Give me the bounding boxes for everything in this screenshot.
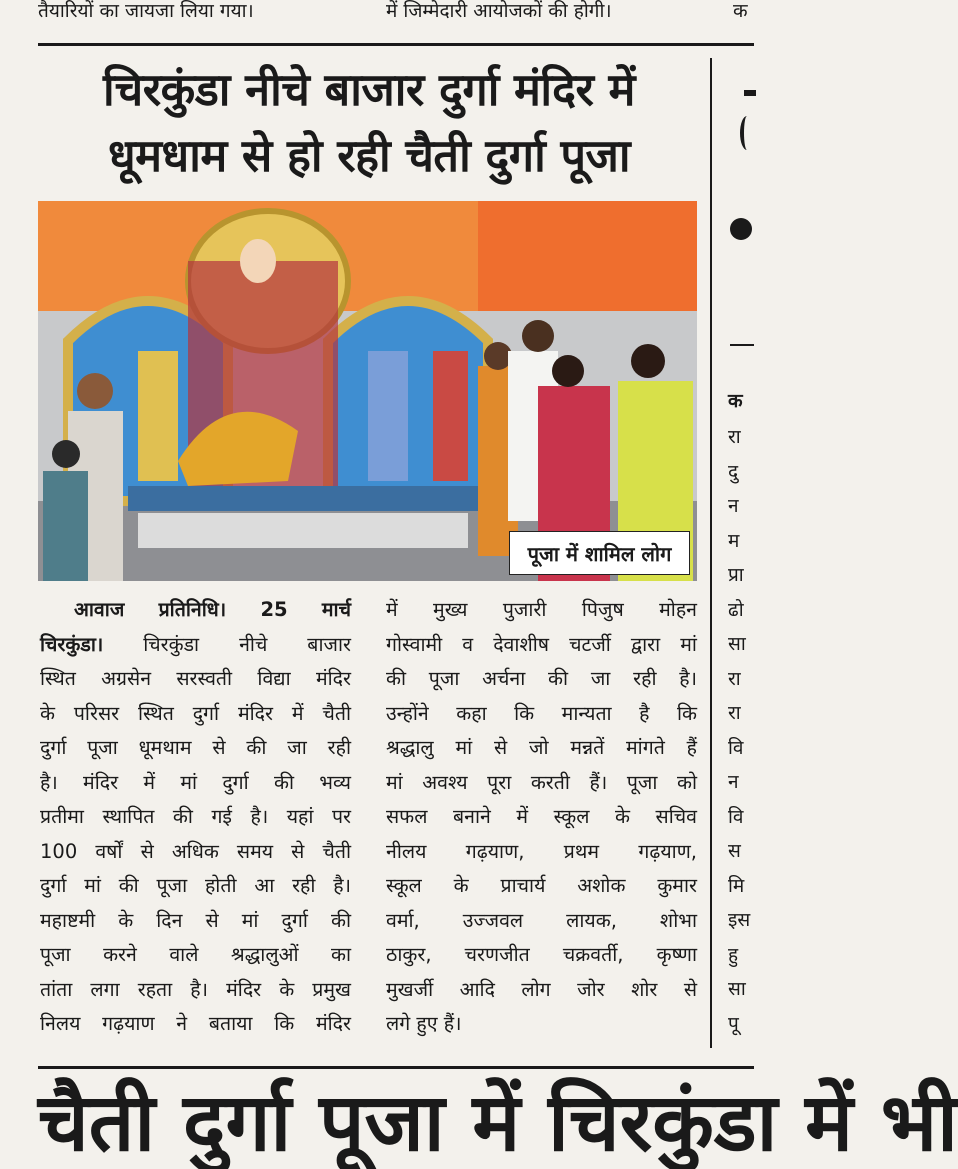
article-line: प्रतीमा स्थापित की गई है। यहां पर [40,805,351,828]
neighbour-line: म [728,529,740,552]
neighbour-line: हु [728,943,739,966]
article-column-2 [386,593,697,1042]
article-line: दुर्गा पूजा धूमथाम से की जा रही [40,736,351,759]
neighbour-line: न [728,771,739,793]
headline-stroke [744,90,756,96]
article-column-1 [40,593,351,1042]
neighbour-line: रा [728,702,741,724]
article-line: है। मंदिर में मां दुर्गा की भव्य [40,770,351,794]
prev-article-fragment-right: क [733,0,748,22]
article-line: श्रद्धालु मां से जो मन्नतें मांगते हैं [386,736,697,759]
photo-caption: पूजा में शामिल लोग [509,531,690,575]
top-divider [38,43,754,46]
article-line: गोस्वामी व देवाशीष चटर्जी द्वारा मां [386,632,697,656]
headline-stroke [740,116,754,150]
article-line: तांता लगा रहता है। मंदिर के प्रमुख [40,977,351,1001]
article-line: की पूजा अर्चना की जा रही है। [386,667,697,690]
article-line: सफल बनाने में स्कूल के सचिव [386,805,697,828]
neighbour-line: वि [728,736,744,759]
bullet-icon [730,218,752,240]
article-line: मुखर्जी आदि लोग जोर शोर से [386,977,697,1001]
article-line: स्कूल के प्राचार्य अशोक कुमार [386,874,697,897]
bottom-divider [38,1066,754,1069]
neighbour-line: ढो [728,598,744,621]
article-line: में मुख्य पुजारी पिजुष मोहन [386,598,697,621]
article-line: महाष्टमी के दिन से मां दुर्गा की [40,908,351,932]
neighbour-line: दु [728,460,739,483]
puja-photo [38,201,697,581]
headline-line-2: धूमधाम से हो रही चैती दुर्गा पूजा [107,129,631,182]
article-line: 100 वर्षों से अधिक समय से चैती [40,839,351,863]
neighbour-line: मि [728,874,745,897]
place-name: चिरकुंडा। [40,632,104,656]
article-line: दुर्गा मां की पूजा होती आ रही है। [40,874,351,897]
column-divider [710,58,712,1048]
neighbour-line: सा [728,978,746,1000]
neighbour-line: न [728,495,739,517]
article-line: वर्मा, उज्जवल लायक, शोभा [386,908,697,932]
neighbour-line: रा [728,426,741,448]
neighbour-line: सा [728,633,746,655]
article-line: निलय गढ़याण ने बताया कि मंदिर [40,1012,351,1035]
neighbour-line: रा [728,667,741,690]
neighbour-line: वि [728,805,744,828]
neighbour-line: पू [728,1012,739,1035]
neighbour-headline-fragment [740,70,754,150]
article-line: ठाकुर, चरणजीत चक्रवर्ती, कृष्णा [386,943,697,966]
neighbour-line: स [728,840,741,862]
prev-article-fragment-mid: में जिम्मेदारी आयोजकों की होगी। [386,0,612,22]
article-line: पूजा करने वाले श्रद्धालुओं का [40,943,351,966]
neighbour-dateline-fragment: क [728,390,743,412]
neighbour-line: प्रा [728,564,744,586]
next-headline-fragment: चैती दुर्गा पूजा में चिरकुंडा में भी [38,1076,958,1169]
article-line: के परिसर स्थित दुर्गा मंदिर में चैती [40,701,351,725]
article-line: लगे हुए हैं। [386,1012,462,1035]
prev-article-fragment-left: तैयारियों का जायजा लिया गया। [38,0,254,22]
neighbour-line: इस [728,909,751,931]
headline-line-1: चिरकुंडा नीचे बाजार दुर्गा मंदिर में [103,63,635,116]
article-line: उन्होंने कहा कि मान्यता है कि [386,701,697,725]
neighbour-divider [730,344,754,346]
neighbour-column-fragment [728,420,754,1041]
article-line: चिरकुंडा। चिरकुंडा नीचे बाजार [40,632,351,656]
article-line: स्थित अग्रसेन सरस्वती विद्या मंदिर [40,667,351,690]
article-line: मां अवश्य पूरा करती हैं। पूजा को [386,770,697,794]
article-line: नीलय गढ़याण, प्रथम गढ़याण, [386,839,697,863]
dateline: आवाज प्रतिनिधि। 25 मार्च [74,598,351,621]
